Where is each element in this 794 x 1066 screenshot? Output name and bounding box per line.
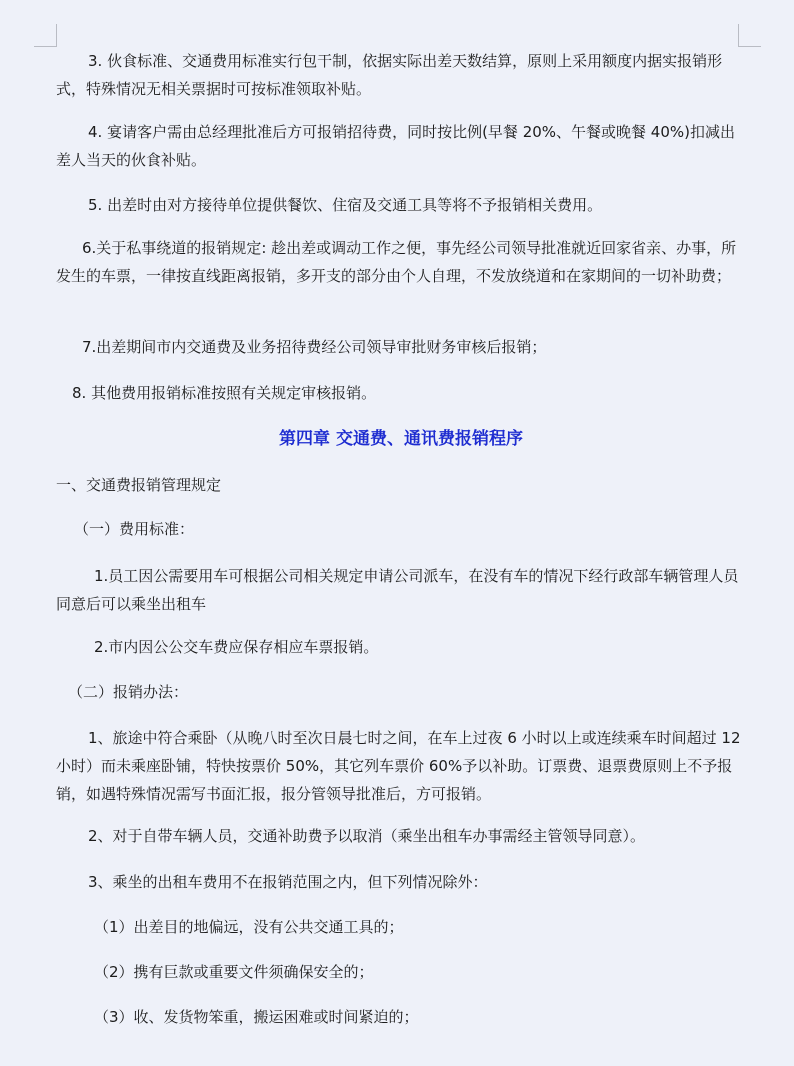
- exception-item-2: （2）携有巨款或重要文件须确保安全的；: [94, 963, 374, 981]
- standard-item-2: 2.市内因公公交车费应保存相应车票报销。: [94, 638, 379, 656]
- paragraph-4: 4. 宴请客户需由总经理批准后方可报销招待费，同时按比例(早餐 20%、午餐或晚餐 40%)扣减出差人当天的伙食补贴。: [56, 123, 736, 169]
- chapter-heading: 第四章 交通费、通讯费报销程序: [279, 429, 523, 449]
- subsection-heading-2: （二）报销办法：: [68, 683, 189, 701]
- paragraph-7: 7.出差期间市内交通费及业务招待费经公司领导审批财务审核后报销；: [82, 338, 547, 356]
- paragraph-8: 8. 其他费用报销标准按照有关规定审核报销。: [72, 384, 377, 402]
- method-item-2: 2、对于自带车辆人员，交通补助费予以取消（乘坐出租车办事需经主管领导同意）。: [88, 827, 646, 845]
- section-heading-1: 一、交通费报销管理规定: [56, 476, 222, 494]
- paragraph-3: 3. 伙食标准、交通费用标准实行包干制，依据实际出差天数结算，原则上采用额度内据实报销形式，特殊情况无相关票据时可按标准领取补贴。: [56, 52, 723, 98]
- exception-item-1: （1）出差目的地偏远，没有公共交通工具的；: [94, 918, 404, 936]
- page-corner-mark-top-right: [738, 24, 761, 47]
- exception-item-3: （3）收、发货物笨重，搬运困难或时间紧迫的；: [94, 1008, 419, 1026]
- subsection-heading-1: （一）费用标准：: [74, 520, 195, 538]
- method-item-1: 1、旅途中符合乘卧（从晚八时至次日晨七时之间，在车上过夜 6 小时以上或连续乘车时间超过 12 小时）而未乘座卧铺，特快按票价 50%，其它列车票价 60%予以补助。订票费、退票费原则上不予报销，如遇特殊情况需写书面汇报，报分管领导批准后，方可报销。: [56, 729, 741, 803]
- page-corner-mark-top-left: [34, 24, 57, 47]
- paragraph-5: 5. 出差时由对方接待单位提供餐饮、住宿及交通工具等将不予报销相关费用。: [88, 196, 603, 214]
- method-item-3: 3、乘坐的出租车费用不在报销范围之内，但下列情况除外：: [88, 873, 488, 891]
- standard-item-1: 1.员工因公需要用车可根据公司相关规定申请公司派车，在没有车的情况下经行政部车辆管理人员同意后可以乘坐出租车: [56, 567, 739, 613]
- paragraph-6: 6.关于私事绕道的报销规定: 趁出差或调动工作之便，事先经公司领导批准就近回家省亲、办事，所发生的车票，一律按直线距离报销，多开支的部分由个人自理，不发放绕道和在家期间的一切补助费；: [56, 239, 737, 285]
